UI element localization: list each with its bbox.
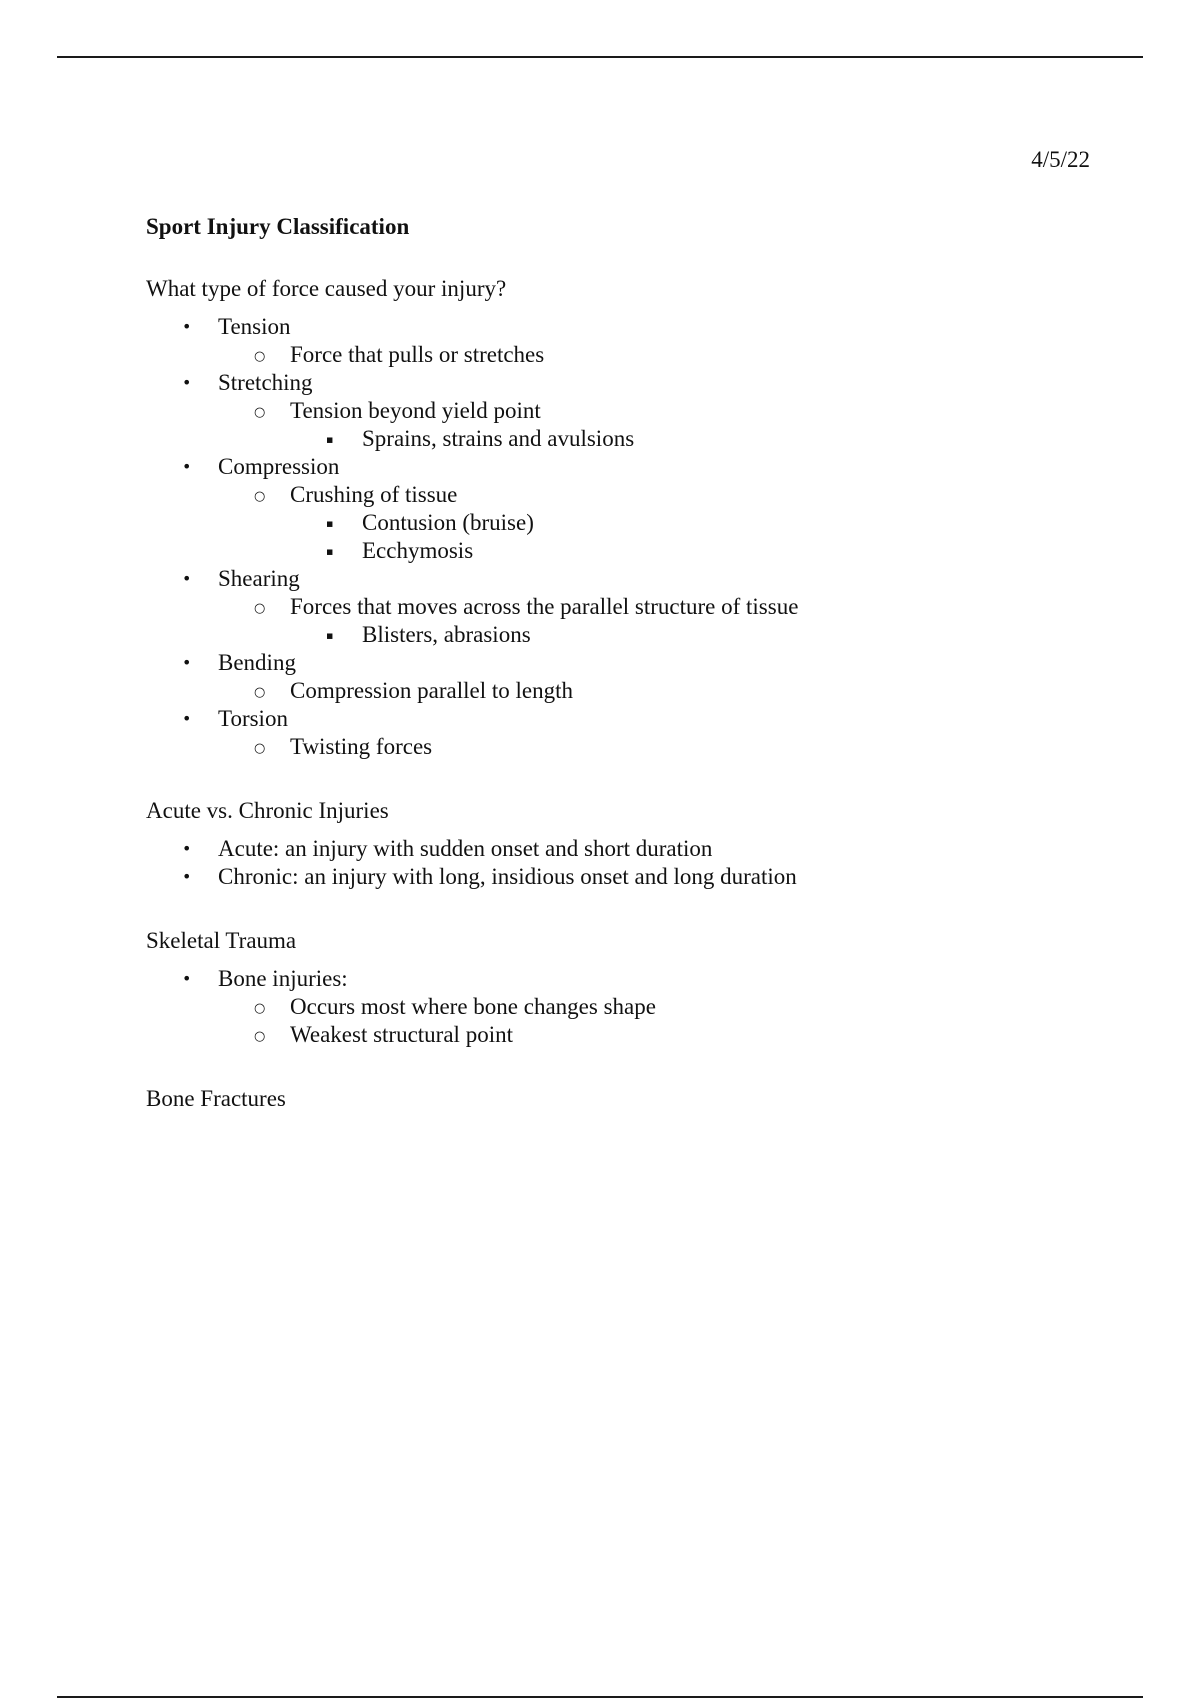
definition-item (146, 863, 1106, 891)
square-marker-icon: ▪ (326, 545, 334, 558)
list-item-text: Compression (218, 454, 340, 479)
list-item-text: Stretching (218, 370, 313, 395)
force-subitem (218, 397, 1106, 453)
acute-chronic-heading: Acute vs. Chronic Injuries (146, 798, 389, 823)
circle-marker-icon: ○ (254, 685, 266, 700)
skeletal-trauma-heading: Skeletal Trauma (146, 928, 297, 953)
force-example (290, 537, 1106, 565)
acute-chronic-list (146, 835, 1106, 891)
circle-marker-icon: ○ (254, 1029, 266, 1044)
bullet-marker-icon: • (182, 653, 192, 672)
bullet-marker-icon: • (182, 969, 192, 988)
list-item-text: Bone injuries: (218, 966, 348, 991)
force-example (290, 425, 1106, 453)
list-item-text: Blisters, abrasions (362, 622, 531, 647)
skeletal-subitem (218, 993, 1106, 1021)
force-item (146, 369, 1106, 453)
sub-sub-list (290, 425, 1106, 453)
list-item-text: Contusion (bruise) (362, 510, 534, 535)
circle-marker-icon: ○ (254, 601, 266, 616)
force-item (146, 649, 1106, 705)
force-type-list (146, 313, 1106, 761)
list-item-text: Shearing (218, 566, 300, 591)
circle-marker-icon: ○ (254, 741, 266, 756)
square-marker-icon: ▪ (326, 517, 334, 530)
sub-list (218, 677, 1106, 705)
list-item-text: Twisting forces (290, 734, 433, 759)
force-question: What type of force caused your injury? (146, 276, 507, 301)
sub-list (218, 593, 1106, 649)
sub-sub-list (290, 621, 1106, 649)
list-item-text: Sprains, strains and avulsions (362, 426, 635, 451)
skeletal-item (146, 965, 1106, 1049)
document-body (146, 213, 1106, 1123)
skeletal-trauma-list (146, 965, 1106, 1049)
sub-list (218, 481, 1106, 565)
list-item-text: Force that pulls or stretches (290, 342, 545, 367)
force-subitem (218, 341, 1106, 369)
list-item-text: Torsion (218, 706, 288, 731)
sub-list (218, 341, 1106, 369)
bone-fractures-heading: Bone Fractures (146, 1086, 286, 1111)
force-subitem (218, 677, 1106, 705)
square-marker-icon: ▪ (326, 433, 334, 446)
circle-marker-icon: ○ (254, 489, 266, 504)
list-item-text: Forces that moves across the parallel structure of tissue (290, 594, 799, 619)
sub-list (218, 397, 1106, 453)
list-item-text: Acute: an injury with sudden onset and short duration (218, 836, 713, 861)
definition-item (146, 835, 1106, 863)
list-item-text: Bending (218, 650, 296, 675)
bullet-marker-icon: • (182, 839, 192, 858)
force-example (290, 621, 1106, 649)
skeletal-subitem (218, 1021, 1106, 1049)
top-rule (57, 56, 1143, 58)
force-item (146, 313, 1106, 369)
list-item-text: Tension (218, 314, 291, 339)
circle-marker-icon: ○ (254, 349, 266, 364)
list-item-text: Chronic: an injury with long, insidious onset and long duration (218, 864, 797, 889)
list-item-text: Tension beyond yield point (290, 398, 541, 423)
force-item (146, 453, 1106, 565)
bottom-rule (57, 1696, 1143, 1698)
bullet-marker-icon: • (182, 457, 192, 476)
list-item-text: Compression parallel to length (290, 678, 573, 703)
force-item (146, 565, 1106, 649)
document-date: 4/5/22 (1031, 147, 1090, 172)
spacer (146, 891, 1106, 927)
circle-marker-icon: ○ (254, 1001, 266, 1016)
square-marker-icon: ▪ (326, 629, 334, 642)
force-item (146, 705, 1106, 761)
bullet-marker-icon: • (182, 373, 192, 392)
sub-list (218, 993, 1106, 1049)
force-subitem (218, 481, 1106, 565)
spacer (146, 1049, 1106, 1085)
bullet-marker-icon: • (182, 569, 192, 588)
force-subitem (218, 733, 1106, 761)
bullet-marker-icon: • (182, 709, 192, 728)
sub-sub-list (290, 509, 1106, 565)
list-item-text: Weakest structural point (290, 1022, 513, 1047)
list-item-text: Occurs most where bone changes shape (290, 994, 656, 1019)
list-item-text: Crushing of tissue (290, 482, 458, 507)
bullet-marker-icon: • (182, 317, 192, 336)
list-item-text: Ecchymosis (362, 538, 474, 563)
circle-marker-icon: ○ (254, 405, 266, 420)
document-title: Sport Injury Classification (146, 214, 410, 239)
spacer (146, 761, 1106, 797)
sub-list (218, 733, 1106, 761)
bullet-marker-icon: • (182, 867, 192, 886)
force-example (290, 509, 1106, 537)
force-subitem (218, 593, 1106, 649)
